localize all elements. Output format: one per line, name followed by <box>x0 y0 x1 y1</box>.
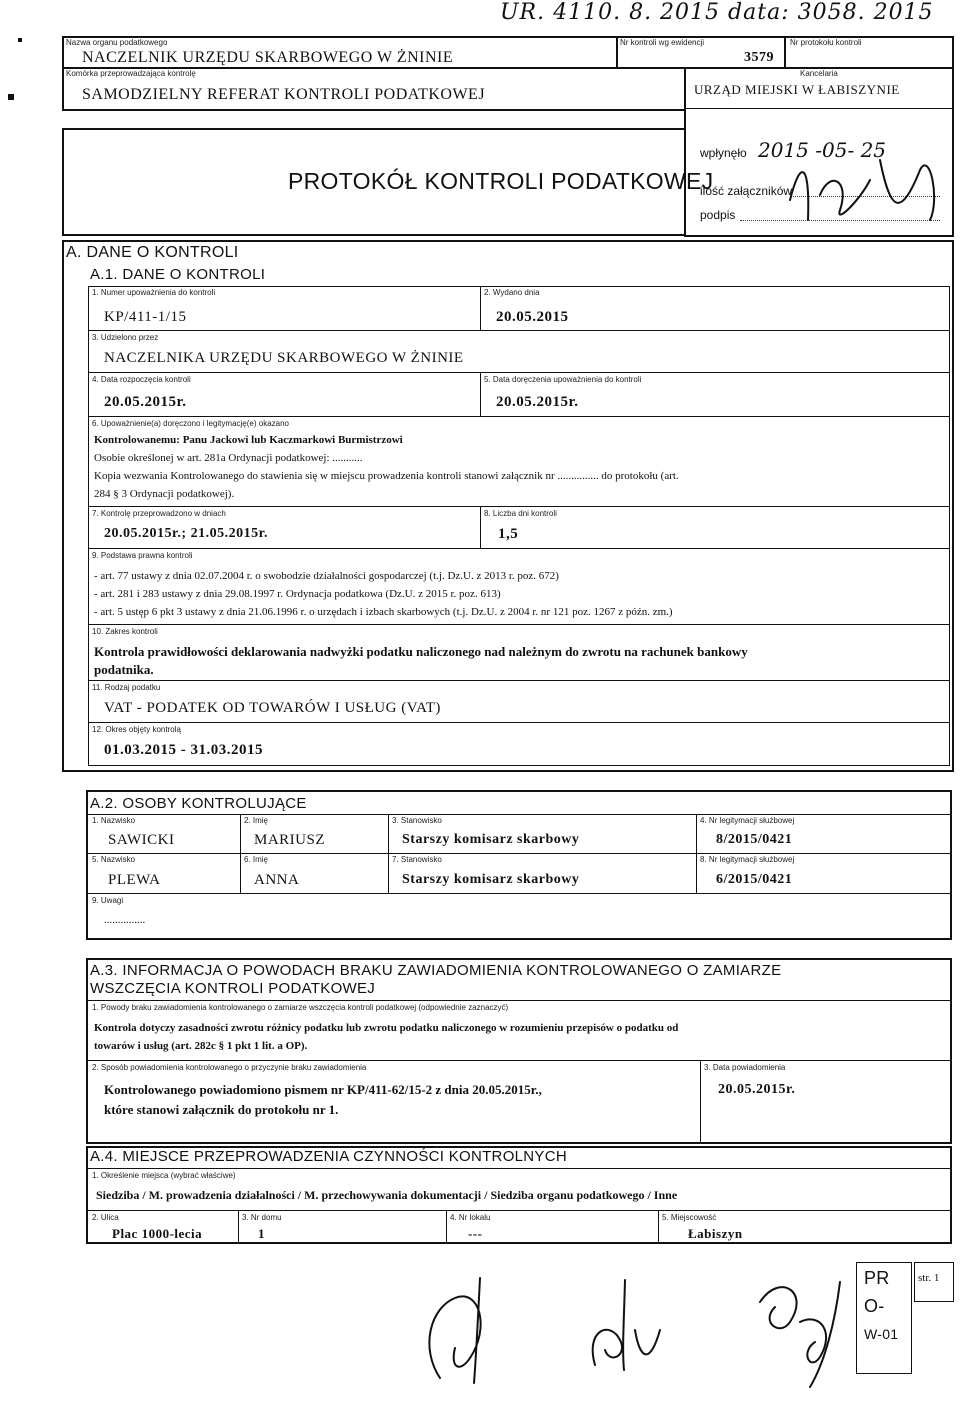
f6-line3: Kopia wezwania Kontrolowanego do stawienia się w miejscu prowadzenia kontroli stanowi załącznik nr ............... do protokołu (art. <box>94 470 679 482</box>
f7-label: 7. Kontrolę przeprowadzono w dniach <box>92 509 226 518</box>
a2-col-3 <box>696 814 697 893</box>
a4-top-line <box>88 1168 950 1169</box>
organ-value: NACZELNIK URZĘDU SKARBOWEGO W ŻNINIE <box>82 49 454 66</box>
a4-col-1 <box>238 1210 239 1244</box>
a3-f1-label: 1. Powody braku zawiadomienia kontrolowanego o zamiarze wszczęcia kontroli podatkowej (odpowiednie zaznaczyć) <box>92 1003 509 1012</box>
a2-p2-surname: PLEWA <box>108 872 161 888</box>
a4-f4-value: --- <box>468 1226 483 1241</box>
a3-f3-value: 20.05.2015r. <box>718 1082 796 1097</box>
f3-value: NACZELNIKA URZĘDU SKARBOWEGO W ŻNINIE <box>104 350 464 366</box>
f6-label: 6. Upoważnienie(a) doręczono i legitymację(e) okazano <box>92 419 289 428</box>
a4-f4-label: 4. Nr lokalu <box>450 1213 491 1222</box>
row-divider-5 <box>88 548 950 549</box>
a2-top-line <box>88 814 950 815</box>
protocol-label: Nr protokołu kontroli <box>790 38 862 47</box>
f1-f2-divider <box>480 286 481 330</box>
f6-line4: 284 § 3 Ordynacji podatkowej). <box>94 488 235 500</box>
organ-label: Nazwa organu podatkowego <box>66 38 168 47</box>
f1-value: KP/411-1/15 <box>104 309 187 325</box>
stamp-in-date: 2015 -05- 25 <box>758 138 887 162</box>
section-a1-title: A.1. DANE O KONTROLI <box>90 266 266 283</box>
f5-value: 20.05.2015r. <box>496 394 579 410</box>
f8-label: 8. Liczba dni kontroli <box>484 509 557 518</box>
a3-col-divider <box>700 1060 701 1144</box>
a4-f1-label: 1. Określenie miejsca (wybrać właściwe) <box>92 1171 236 1180</box>
section-a4-title: A.4. MIEJSCE PRZEPROWADZENIA CZYNNOŚCI KONTROLNYCH <box>90 1148 568 1165</box>
a2-p2-position: Starszy komisarz skarbowy <box>402 872 580 887</box>
stamp-signature <box>770 140 950 235</box>
form-code-2: O- <box>864 1296 885 1316</box>
f7-value: 20.05.2015r.; 21.05.2015r. <box>104 526 269 541</box>
unit-label: Komórka przeprowadzająca kontrolę <box>66 69 196 78</box>
section-a-title: A. DANE O KONTROLI <box>66 244 239 261</box>
reg-value: 3579 <box>744 50 774 65</box>
margin-mark-top <box>18 38 22 42</box>
f8-value: 1,5 <box>498 526 519 542</box>
a2-l5: 5. Nazwisko <box>92 855 136 864</box>
a2-mid-line <box>88 853 950 854</box>
f10-line2: podatnika. <box>94 662 154 677</box>
signature-2 <box>580 1270 670 1380</box>
f10-line1: Kontrola prawidłowości deklarowania nadwyżki podatku naliczonego nad należnym do zwrotu na rachunek bankowy <box>94 644 748 659</box>
a2-l9: 9. Uwagi <box>92 896 124 905</box>
stamp-office: URZĄD MIEJSKI W ŁABISZYNIE <box>694 82 900 97</box>
stamp-divider <box>684 108 954 109</box>
f9-line3: - art. 5 ustęp 6 pkt 3 ustawy z dnia 21.06.1996 r. o urzędach i izbach skarbowych (t.j. Dz.U. z 2004 r. nr 121 poz. 1267 z późn. zm.) <box>94 606 673 618</box>
a4-col-3 <box>658 1210 659 1244</box>
a2-p2-id: 6/2015/0421 <box>716 872 793 887</box>
row-divider-4 <box>88 506 950 507</box>
a2-l3: 3. Stanowisko <box>392 816 442 825</box>
stamp-in-label: wpłynęło <box>700 146 747 160</box>
a3-f3-label: 3. Data powiadomienia <box>704 1063 786 1072</box>
a4-f5-value: Łabiszyn <box>688 1226 743 1241</box>
f9-label: 9. Podstawa prawna kontroli <box>92 551 193 560</box>
a3-f2-label: 2. Sposób powiadomienia kontrolowanego o przyczynie braku zawiadomienia <box>92 1063 367 1072</box>
a2-col-1 <box>240 814 241 893</box>
a3-top-line <box>88 1000 950 1001</box>
a4-f5-label: 5. Miejscowość <box>662 1213 717 1222</box>
handwritten-reference: UR. 4110. 8. 2015 data: 3058. 2015 <box>500 0 934 25</box>
f3-label: 3. Udzielono przez <box>92 333 159 342</box>
f6-line2: Osobie określonej w art. 281a Ordynacji podatkowej: ........... <box>94 452 363 464</box>
a3-mid-line <box>88 1060 950 1061</box>
a4-f3-label: 3. Nr domu <box>242 1213 282 1222</box>
section-a2-box <box>86 790 952 940</box>
a2-l6: 6. Imię <box>244 855 269 864</box>
a2-l8: 8. Nr legitymacji służbowej <box>700 855 795 864</box>
a2-l2: 2. Imię <box>244 816 269 825</box>
a2-p1-surname: SAWICKI <box>108 832 175 848</box>
a2-p1-position: Starszy komisarz skarbowy <box>402 832 580 847</box>
a3-f2-line2: które stanowi załącznik do protokołu nr 1. <box>104 1102 339 1117</box>
a3-f2-line1: Kontrolowanego powiadomiono pismem nr KP/411-62/15-2 z dnia 20.05.2015r., <box>104 1082 542 1097</box>
stamp-label: Kancelaria <box>800 69 838 78</box>
f2-value: 20.05.2015 <box>496 309 569 325</box>
reg-label: Nr kontroli wg ewidencji <box>620 38 705 47</box>
f9-line2: - art. 281 i 283 ustawy z dnia 29.08.1997 r. Ordynacja podatkowa (Dz.U. z 2015 r. poz. 613) <box>94 588 501 600</box>
f1-label: 1. Numer upoważnienia do kontroli <box>92 288 216 297</box>
a2-notes: ............... <box>104 914 146 926</box>
a2-l7: 7. Stanowisko <box>392 855 442 864</box>
f9-line1: - art. 77 ustawy z dnia 02.07.2004 r. o swobodzie działalności gospodarczej (t.j. Dz.U. z 2013 r. poz. 672) <box>94 570 559 582</box>
f4-value: 20.05.2015r. <box>104 394 187 410</box>
f4-f5-divider <box>480 372 481 416</box>
a4-mid-line <box>88 1210 950 1211</box>
margin-mark-left <box>8 94 14 100</box>
row-divider-2 <box>88 372 950 373</box>
row-divider-8 <box>88 722 950 723</box>
a4-f2-value: Plac 1000-lecia <box>112 1226 203 1241</box>
a2-bottom-line <box>88 893 950 894</box>
f7-f8-divider <box>480 506 481 548</box>
stamp-sign-label: podpis <box>700 208 736 222</box>
f4-label: 4. Data rozpoczęcia kontroli <box>92 375 191 384</box>
row-divider-3 <box>88 416 950 417</box>
a2-p1-id: 8/2015/0421 <box>716 832 793 847</box>
a4-col-2 <box>446 1210 447 1244</box>
f11-value: VAT - PODATEK OD TOWARÓW I USŁUG (VAT) <box>104 700 441 716</box>
a2-p1-name: MARIUSZ <box>254 832 326 848</box>
stamp-attachments-label: ilość załączników <box>700 184 793 198</box>
a3-f1-line1: Kontrola dotyczy zasadności zwrotu różnicy podatku lub zwrotu podatku naliczonego w rozumieniu przepisów o podatku od <box>94 1022 679 1034</box>
f12-value: 01.03.2015 - 31.03.2015 <box>104 742 263 758</box>
f5-label: 5. Data doręczenia upoważnienia do kontroli <box>484 375 642 384</box>
page-number: str. 1 <box>918 1272 940 1284</box>
f2-label: 2. Wydano dnia <box>484 288 540 297</box>
a2-l4: 4. Nr legitymacji służbowej <box>700 816 795 825</box>
a2-l1: 1. Nazwisko <box>92 816 136 825</box>
form-code-3: W-01 <box>864 1326 899 1342</box>
a2-p2-name: ANNA <box>254 872 300 888</box>
a3-f1-line2: towarów i usług (art. 282c § 1 pkt 1 lit. a OP). <box>94 1040 308 1052</box>
section-a2-title: A.2. OSOBY KONTROLUJĄCE <box>90 795 307 812</box>
signature-3 <box>740 1262 860 1392</box>
f11-label: 11. Rodzaj podatku <box>92 683 161 692</box>
a4-f3-value: 1 <box>258 1226 265 1241</box>
section-a3-title-2: WSZCZĘCIA KONTROLI PODATKOWEJ <box>90 980 376 997</box>
page-title: PROTOKÓŁ KONTROLI PODATKOWEJ <box>288 168 714 194</box>
unit-value: SAMODZIELNY REFERAT KONTROLI PODATKOWEJ <box>82 86 486 103</box>
form-code-1: PR <box>864 1268 890 1288</box>
signature-1 <box>410 1268 520 1388</box>
row-divider-1 <box>88 330 950 331</box>
row-divider-6 <box>88 624 950 625</box>
f6-line1: Kontrolowanemu: Panu Jackowi lub Kaczmarkowi Burmistrzowi <box>94 434 403 446</box>
a4-f1-value: Siedziba / M. prowadzenia działalności / M. przechowywania dokumentacji / Siedziba organu podatkowego / Inne <box>96 1188 678 1202</box>
a4-f2-label: 2. Ulica <box>92 1213 119 1222</box>
f12-label: 12. Okres objęty kontrolą <box>92 725 181 734</box>
row-divider-7 <box>88 680 950 681</box>
section-a3-title-1: A.3. INFORMACJA O POWODACH BRAKU ZAWIADOMIENIA KONTROLOWANEGO O ZAMIARZE <box>90 962 782 979</box>
f10-label: 10. Zakres kontroli <box>92 627 158 636</box>
a2-col-2 <box>388 814 389 893</box>
